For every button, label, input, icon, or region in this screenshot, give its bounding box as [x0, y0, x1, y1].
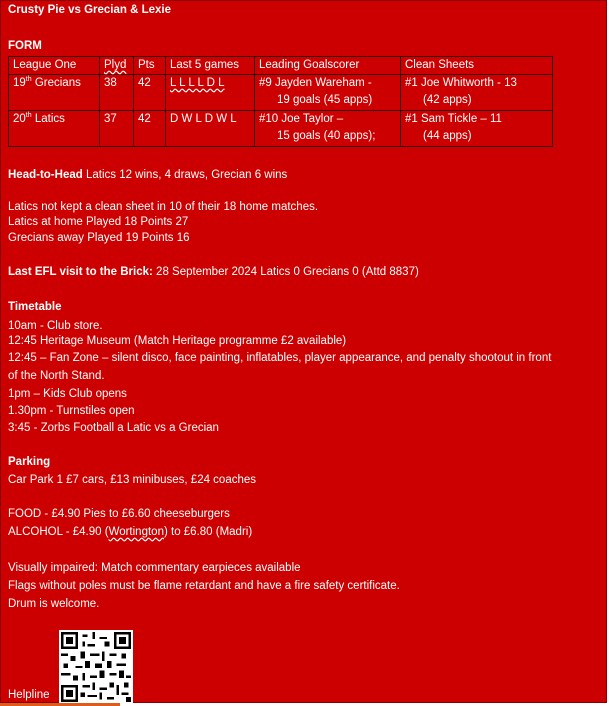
played-value: 38 [100, 75, 134, 111]
h2h-text: Latics 12 wins, 4 draws, Grecian 6 wins [82, 169, 288, 181]
head-to-head [8, 167, 608, 184]
timetable-item: 12:45 Heritage Museum (Match Heritage programme £2 available) [8, 335, 347, 347]
form-table [8, 56, 553, 147]
last5-text: L L L L D L [170, 77, 225, 89]
scorer-name: #9 Jayden Wareham - [259, 77, 372, 89]
alcohol-prices [8, 524, 608, 541]
clean-sheets-cell [401, 75, 553, 111]
position-number: 20 [13, 113, 26, 125]
position-number: 19 [13, 77, 26, 89]
league-position [9, 111, 100, 147]
position-suffix: th [25, 76, 32, 84]
col-header-league: League One [9, 57, 100, 75]
keeper-name: #1 Sam Tickle – 11 [405, 113, 502, 125]
timetable-item: 1pm – Kids Club opens [8, 388, 127, 400]
scorer-cell [255, 75, 401, 111]
scorer-goals: 19 goals (45 apps) [277, 94, 373, 106]
alcohol-pre: ALCOHOL - £4.90 ( [8, 526, 109, 538]
notice-visually-impaired: Visually impaired: Match commentary earpieces available [8, 562, 301, 574]
timetable-item: 3:45 - Zorbs Football a Latic vs a Grecian [8, 422, 219, 434]
team-name: Latics [31, 113, 65, 125]
away-record-stat: Grecians away Played 19 Points 16 [8, 232, 190, 244]
team-name: Grecians [31, 77, 81, 89]
col-header-last5: Last 5 games [166, 57, 255, 75]
food-prices: FOOD - £4.90 Pies to £6.60 cheeseburgers [8, 508, 230, 520]
col-header-scorer: Leading Goalscorer [255, 57, 401, 75]
h2h-label: Head-to-Head [8, 169, 83, 181]
parking-heading: Parking [8, 456, 51, 468]
form-table-header-row [9, 57, 553, 75]
timetable-item: of the North Stand. [8, 370, 105, 382]
col-header-clean-sheets: Clean Sheets [401, 57, 553, 75]
qr-code-icon[interactable] [59, 630, 133, 704]
last5-value: D W L D W L [166, 111, 255, 147]
last5-value [166, 75, 255, 111]
notice-flags: Flags without poles must be flame retardant and have a fire safety certificate. [8, 580, 400, 592]
clean-sheet-stat: Latics not kept a clean sheet in 10 of their 18 home matches. [8, 201, 319, 213]
col-header-played [100, 57, 134, 75]
home-record-stat: Latics at home Played 18 Points 27 [8, 216, 189, 228]
match-title: Crusty Pie vs Grecian & Lexie [8, 4, 171, 16]
league-position [9, 75, 100, 111]
scorer-cell [255, 111, 401, 147]
scorer-name: #10 Joe Taylor – [259, 113, 344, 125]
timetable-heading: Timetable [8, 301, 62, 313]
form-heading: FORM [8, 40, 42, 52]
col-header-played-text: Plyd [104, 59, 127, 71]
last-visit-label: Last EFL visit to the Brick: [8, 266, 153, 278]
keeper-name: #1 Joe Whitworth - 13 [405, 77, 517, 89]
parking-text: Car Park 1 £7 cars, £13 minibuses, £24 coaches [8, 474, 257, 486]
table-row [9, 111, 553, 147]
table-row [9, 75, 553, 111]
last-visit-text: 28 September 2024 Latics 0 Grecians 0 (Attd 8837) [152, 266, 419, 278]
alcohol-post: ) to £6.80 (Madri) [163, 526, 253, 538]
clean-sheets-cell [401, 111, 553, 147]
scorer-goals: 15 goals (40 apps); [277, 130, 376, 142]
keeper-apps: (42 apps) [423, 94, 472, 106]
points-value: 42 [134, 111, 166, 147]
timetable-item: 10am - Club store. [8, 320, 103, 332]
helpline-label: Helpline [8, 689, 50, 701]
notice-drum: Drum is welcome. [8, 598, 100, 610]
last-visit [8, 264, 608, 281]
keeper-apps: (44 apps) [423, 130, 472, 142]
played-value: 37 [100, 111, 134, 147]
timetable-item: 1.30pm - Turnstiles open [8, 405, 135, 417]
timetable-item: 12:45 – Fan Zone – silent disco, face painting, inflatables, player appearance, and penalty shootout in front [8, 352, 552, 364]
col-header-points: Pts [134, 57, 166, 75]
position-suffix: th [25, 112, 32, 120]
alcohol-brand: Wortington [108, 526, 164, 538]
points-value: 42 [134, 75, 166, 111]
